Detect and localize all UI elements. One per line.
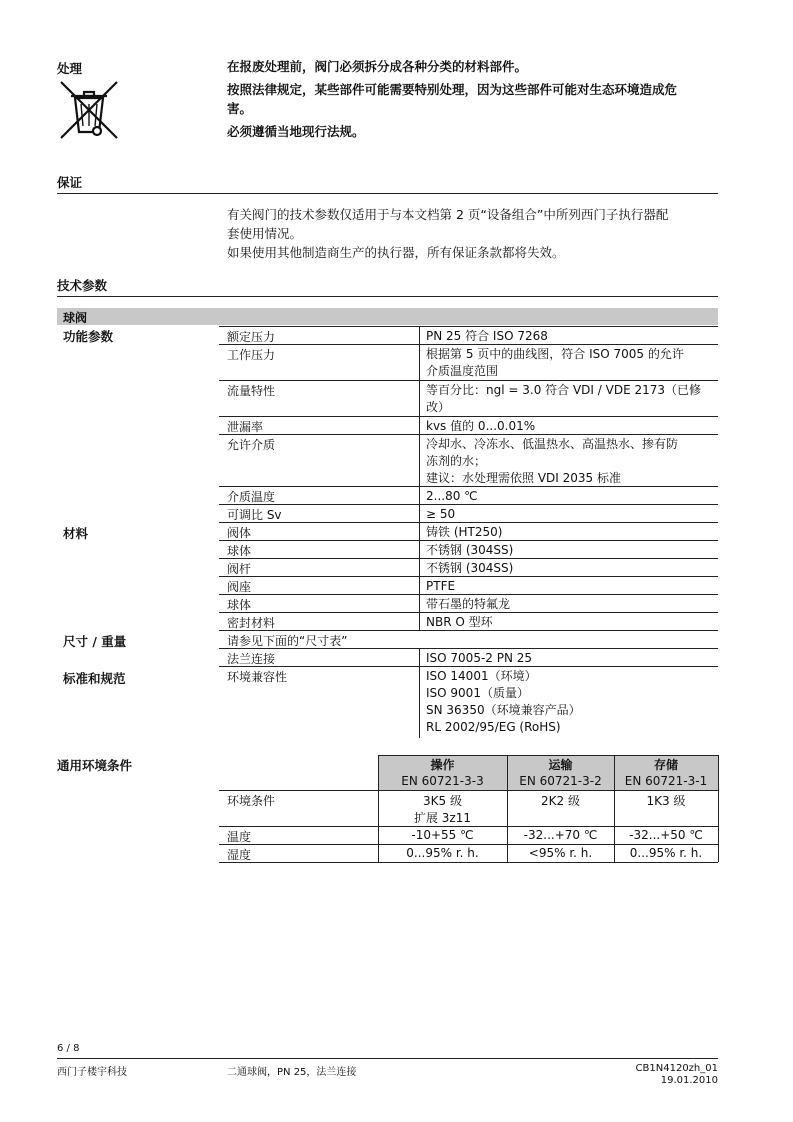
spec-key: 阀座	[227, 580, 252, 594]
spec-value	[426, 382, 711, 416]
spec-value-line: kvs 值的 0...0.01%	[426, 419, 536, 433]
env-column-title: 运输	[548, 758, 573, 772]
env-cell-value: 0...95% r. h.	[406, 846, 479, 860]
spec-key: 阀杆	[227, 562, 252, 576]
spec-value-line: 建议：水处理需依照 VDI 2035 标准	[426, 471, 621, 485]
disposal-line: 按照法律规定，某些部件可能需要特别处理，因为这些部件可能对生态环境造成危	[227, 82, 678, 97]
tech-heading: 技术参数	[57, 278, 108, 293]
spec-value-line: 介质温度范围	[426, 364, 499, 378]
disposal-heading: 处理	[57, 61, 83, 76]
env-cell-value: 扩展 3z11	[413, 811, 472, 825]
spec-value	[426, 436, 711, 487]
category-standards: 标准和规范	[63, 671, 126, 686]
disposal-line: 害。	[227, 101, 253, 116]
spec-value-line: 带石墨的特氟龙	[426, 597, 511, 611]
spec-row	[219, 666, 718, 739]
warranty-heading: 保证	[57, 175, 83, 190]
spec-key: 泄漏率	[227, 420, 264, 434]
spec-key: 球体	[227, 598, 252, 612]
section-divider	[57, 296, 718, 297]
spec-value-line: 冻剂的水；	[426, 454, 487, 468]
warranty-line: 有关阀门的技术参数仅适用于与本文档第 2 页“设备组合”中所列西门子执行器配	[227, 207, 669, 222]
env-line	[219, 826, 718, 827]
spec-row	[219, 326, 718, 345]
spec-key: 额定压力	[227, 330, 276, 344]
spec-value-line: 根据第 5 页中的曲线图，符合 ISO 7005 的允许	[426, 347, 684, 361]
spec-value-line: ISO 7005-2 PN 25	[426, 651, 533, 665]
env-column-standard: EN 60721-3-3	[401, 774, 484, 788]
spec-value-line: 改）	[426, 400, 451, 414]
spec-row	[219, 594, 718, 613]
spec-row	[219, 558, 718, 577]
spec-value-line: 等百分比：ngl = 3.0 符合 VDI / VDE 2173（已修	[426, 383, 701, 397]
spec-value	[426, 506, 711, 523]
spec-row	[219, 344, 718, 381]
disposal-line: 必须遵循当地现行法规。	[227, 124, 365, 139]
spec-row	[219, 630, 718, 649]
disposal-line: 在报废处理前，阀门必须拆分成各种分类的材料部件。	[227, 59, 528, 74]
footer-company: 西门子楼宇科技	[57, 1067, 127, 1078]
spec-key: 环境兼容性	[227, 670, 288, 684]
spec-key: 介质温度	[227, 490, 276, 504]
env-column-title: 存储	[653, 758, 678, 772]
env-row-key: 湿度	[227, 848, 252, 862]
spec-key: 工作压力	[227, 348, 276, 362]
env-cell-value: -10+55 ℃	[411, 828, 474, 842]
footer-doc-id: CB1N4120zh_01	[635, 1063, 718, 1074]
env-cell-value: 2K2 级	[541, 794, 580, 808]
spec-key: 阀体	[227, 526, 252, 540]
env-cell-value: -32...+50 ℃	[629, 828, 703, 842]
category-functional: 功能参数	[63, 329, 114, 344]
warranty-line: 套使用情况。	[227, 226, 303, 241]
env-heading: 通用环境条件	[57, 758, 133, 773]
env-cell-value: <95% r. h.	[528, 846, 593, 860]
spec-value	[426, 328, 711, 345]
footer-divider	[57, 1058, 718, 1059]
spec-value	[426, 542, 711, 559]
spec-value-line: ≥ 50	[426, 507, 456, 521]
spec-key: 流量特性	[227, 384, 276, 398]
spec-row	[219, 540, 718, 559]
spec-value	[426, 650, 711, 667]
spec-value-line: 冷却水、冷冻水、低温热水、高温热水、掺有防	[426, 437, 679, 451]
spec-value-line: ISO 9001（质量）	[426, 686, 529, 700]
spec-key: 请参见下面的“尺寸表”	[227, 634, 348, 648]
spec-value	[426, 524, 711, 541]
spec-table-title-bar	[57, 308, 718, 325]
footer-product: 二通球阀，PN 25，法兰连接	[227, 1067, 357, 1078]
spec-row	[219, 576, 718, 595]
spec-key: 密封材料	[227, 616, 276, 630]
spec-value-line: 不锈钢 (304SS)	[426, 561, 514, 575]
spec-value-line: ISO 14001（环境）	[426, 669, 537, 683]
crossed-out-wheelie-bin-icon	[57, 78, 121, 142]
spec-value-line: 铸铁 (HT250)	[426, 525, 503, 539]
spec-value-line: NBR O 型环	[426, 615, 493, 629]
spec-row	[219, 504, 718, 523]
spec-row	[219, 612, 718, 631]
env-column-title: 操作	[430, 758, 455, 772]
spec-value	[426, 578, 711, 595]
page-number: 6 / 8	[57, 1043, 80, 1054]
section-divider	[57, 193, 718, 194]
spec-table-title: 球阀	[63, 311, 88, 325]
footer-date: 19.01.2010	[660, 1075, 718, 1086]
env-vline	[718, 755, 719, 862]
spec-row	[219, 522, 718, 541]
spec-row	[219, 486, 718, 505]
disposal-text	[227, 57, 717, 141]
spec-value	[426, 346, 711, 380]
env-row-key: 温度	[227, 830, 252, 844]
spec-value-line: RL 2002/95/EG (RoHS)	[426, 720, 561, 734]
env-line	[378, 755, 718, 756]
env-column-standard: EN 60721-3-2	[519, 774, 602, 788]
warranty-text	[227, 205, 717, 262]
env-cell-value: 1K3 级	[646, 794, 686, 808]
spec-value	[426, 418, 711, 435]
spec-key: 可调比 Sv	[227, 508, 282, 522]
env-line	[219, 790, 718, 791]
spec-value	[426, 560, 711, 577]
env-cell-value: -32...+70 ℃	[523, 828, 598, 842]
env-column-standard: EN 60721-3-1	[624, 774, 708, 788]
spec-row	[219, 380, 718, 417]
env-row-key: 环境条件	[227, 794, 276, 808]
category-materials: 材料	[63, 526, 89, 541]
warranty-line: 如果使用其他制造商生产的执行器，所有保证条款都将失效。	[227, 245, 565, 260]
category-dimensions: 尺寸 / 重量	[63, 634, 127, 649]
env-cell-value: 3K5 级	[423, 794, 462, 808]
spec-value-line: PN 25 符合 ISO 7268	[426, 329, 548, 343]
spec-key: 法兰连接	[227, 652, 276, 666]
spec-value-line: 2...80 ℃	[426, 489, 478, 503]
spec-row	[219, 648, 718, 667]
spec-value	[426, 614, 711, 631]
spec-value-line: SN 36350（环境兼容产品）	[426, 703, 581, 717]
spec-key: 允许介质	[227, 438, 276, 452]
env-line	[219, 862, 718, 863]
spec-key: 球体	[227, 544, 252, 558]
spec-value-line: 不锈钢 (304SS)	[426, 543, 514, 557]
spec-value-line: PTFE	[426, 579, 456, 593]
spec-row	[219, 416, 718, 435]
spec-value	[426, 668, 711, 736]
env-line	[219, 844, 718, 845]
env-cell-value: 0...95% r. h.	[629, 846, 703, 860]
spec-value	[426, 596, 711, 613]
spec-row	[219, 434, 718, 487]
spec-value	[426, 488, 711, 505]
